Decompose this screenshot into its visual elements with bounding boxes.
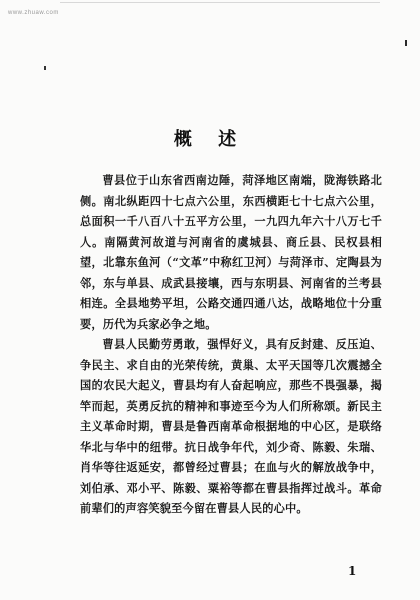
scan-speck	[44, 66, 46, 70]
scan-edge-line	[60, 2, 380, 3]
scan-speck	[405, 40, 407, 46]
chapter-title: 概 述	[173, 129, 247, 150]
paragraph-geography: 曹县位于山东省西南边陲，菏泽地区南端，陇海铁路北侧。南北纵距四十七点六公里，东西横距七十七点六公里，总面积一千八百八十五平方公里，一九四九年六十八万七千人。南隔黄河故道与河南省的虞城县、商丘县、民权县相望，北靠东鱼河（“文革”中称红卫河）与菏泽市、定陶县为邻，东与单县、成武县接壤，西与东明县、河南省的兰考县相连。全县地势平坦，公路交通四通八达，战略地位十分重要，历代为兵家必争之地。	[80, 173, 382, 331]
site-watermark: www.zhuaw.com	[8, 10, 59, 16]
paragraph-history: 曹县人民勤劳勇敢，强悍好义，具有反封建、反压迫、争民主、求自由的光荣传统，黄巢、太平天国等几次震撼全国的农民大起义，曹县均有人奋起响应，那些不畏强暴，揭竿而起，英勇反抗的精神和事迹至今为人们所称颂。新民主主义革命时期，曹县是鲁西南革命根据地的中心区，是联络华北与华中的纽带。抗日战争年代，刘少奇、陈毅、朱瑞、肖华等往返延安，都曾经过曹县；在血与火的解放战争中，刘伯承、邓小平、陈毅、粟裕等都在曹县指挥过战斗。革命前辈们的声容笑貌至今留在曹县人民的心中。	[80, 337, 382, 515]
chapter-body	[80, 170, 382, 519]
page-number: 1	[348, 564, 357, 578]
